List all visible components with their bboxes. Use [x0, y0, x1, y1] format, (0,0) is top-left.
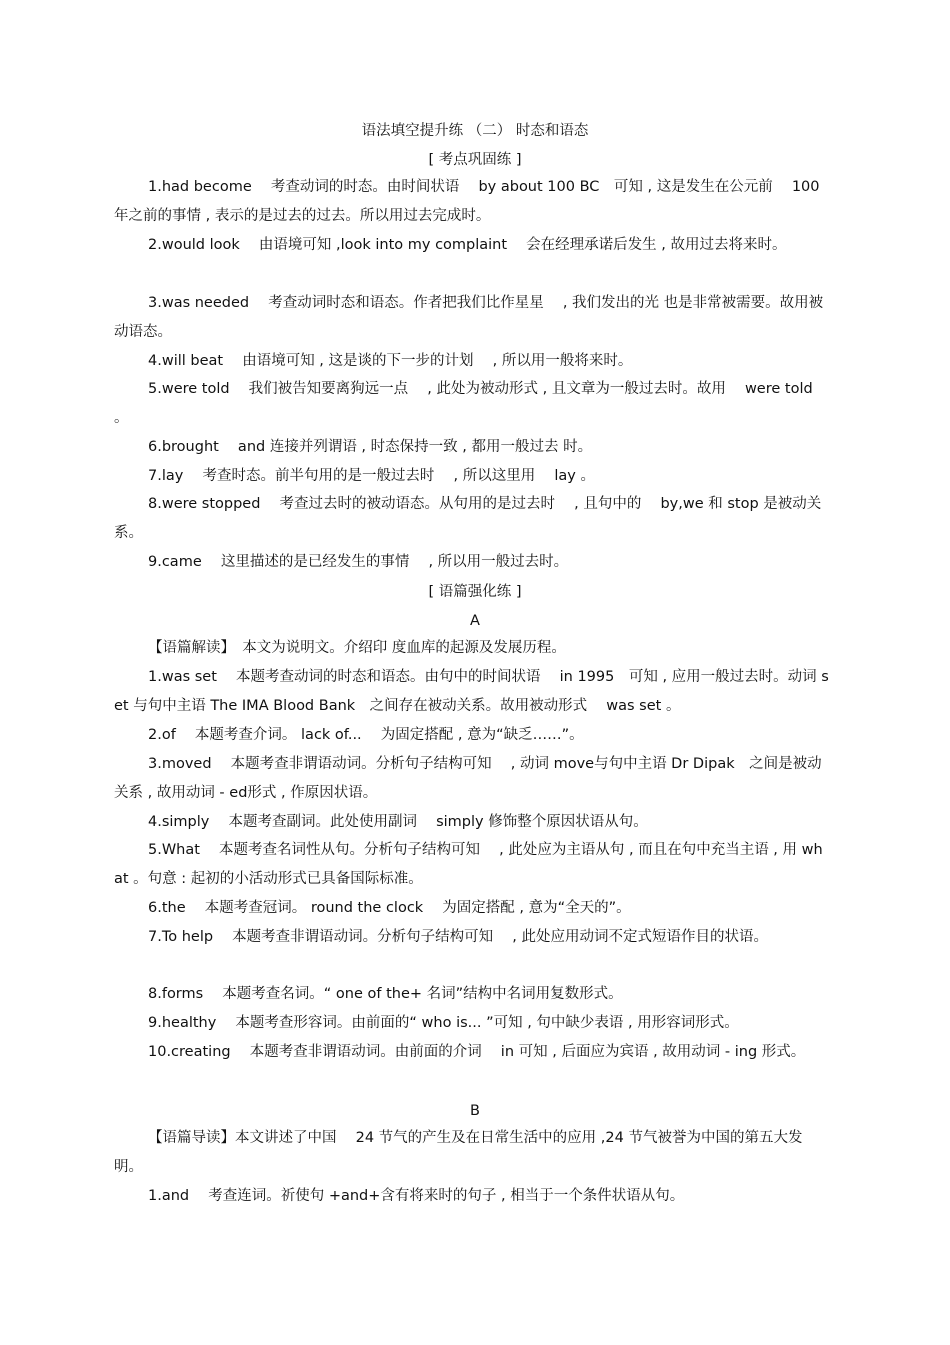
answer-paragraph: 4.will beat 由语境可知 , 这是谈的下一步的计划 , 所以用一般将来时。: [148, 353, 633, 369]
passage-intro-a: 【语篇解读】 本文为说明文。介绍印 度血库的起源及发展历程。: [148, 640, 566, 656]
answer-paragraph: 8.forms 本题考查名词。“ one of the+ 名词”结构中名词用复数形式。: [148, 986, 623, 1002]
passage-intro-b: 【语篇导读】本文讲述了中国 24 节气的产生及在日常生活中的应用 ,24 节气被誉为中国的第五大发明。: [114, 1130, 803, 1175]
answer-paragraph: 7.lay 考查时态。前半句用的是一般过去时 , 所以这里用 lay 。: [148, 468, 595, 484]
answer-paragraph: 1.and 考查连词。祈使句 +and+含有将来时的句子 , 相当于一个条件状语从句。: [148, 1188, 685, 1204]
answer-paragraph: 2.would look 由语境可知 ,look into my complaint 会在经理承诺后发生 , 故用过去将来时。: [148, 237, 787, 253]
part-a-heading: A: [470, 613, 480, 629]
answer-paragraph: 2.of 本题考查介词。 lack of... 为固定搭配 , 意为“缺乏……”。: [148, 727, 584, 743]
section-heading-passage: [ 语篇强化练 ]: [428, 584, 522, 600]
section-heading-review: [ 考点巩固练 ]: [428, 152, 522, 168]
answer-paragraph: 5.What 本题考查名词性从句。分析句子结构可知 , 此处应为主语从句 , 而且在句中充当主语 , 用 what 。句意 : 起初的小活动形式已具备国际标准。: [114, 842, 823, 887]
answer-paragraph: 5.were told 我们被告知要离狗远一点 , 此处为被动形式 , 且文章为一般过去时。故用 were told 。: [114, 381, 813, 426]
answer-paragraph: 4.simply 本题考查副词。此处使用副词 simply 修饰整个原因状语从句。: [148, 814, 648, 830]
answer-paragraph: 8.were stopped 考查过去时的被动语态。从句用的是过去时 , 且句中的 by,we 和 stop 是被动关系。: [114, 496, 822, 541]
answer-paragraph: 6.brought and 连接并列谓语 , 时态保持一致 , 都用一般过去 时。: [148, 439, 593, 455]
document-title: 语法填空提升练 （二） 时态和语态: [361, 123, 589, 139]
answer-paragraph: 7.To help 本题考查非谓语动词。分析句子结构可知 , 此处应用动词不定式短语作目的状语。: [148, 929, 768, 945]
answer-paragraph: 1.was set 本题考查动词的时态和语态。由句中的时间状语 in 1995 可知 , 应用一般过去时。动词 set 与句中主语 The IMA Blood Bank 之间存在被动关系。故用被动形式 was set 。: [114, 669, 829, 714]
part-b-heading: B: [470, 1103, 480, 1119]
answer-paragraph: 6.the 本题考查冠词。 round the clock 为固定搭配 , 意为“全天的”。: [148, 900, 631, 916]
answer-paragraph: 10.creating 本题考查非谓语动词。由前面的介词 in 可知 , 后面应为宾语 , 故用动词 - ing 形式。: [148, 1044, 806, 1060]
answer-paragraph: 1.had become 考查动词的时态。由时间状语 by about 100 BC 可知 , 这是发生在公元前 100 年之前的事情 , 表示的是过去的过去。所以用过去完成时。: [114, 179, 820, 224]
answer-paragraph: 3.was needed 考查动词时态和语态。作者把我们比作星星 , 我们发出的光 也是非常被需要。故用被动语态。: [114, 295, 824, 340]
answer-paragraph: 9.healthy 本题考查形容词。由前面的“ who is... ”可知 , 句中缺少表语 , 用形容词形式。: [148, 1015, 739, 1031]
answer-paragraph: 9.came 这里描述的是已经发生的事情 , 所以用一般过去时。: [148, 554, 569, 570]
answer-paragraph: 3.moved 本题考查非谓语动词。分析句子结构可知 , 动词 move与句中主语 Dr Dipak 之间是被动关系 , 故用动词 - ed形式 , 作原因状语。: [114, 756, 822, 801]
